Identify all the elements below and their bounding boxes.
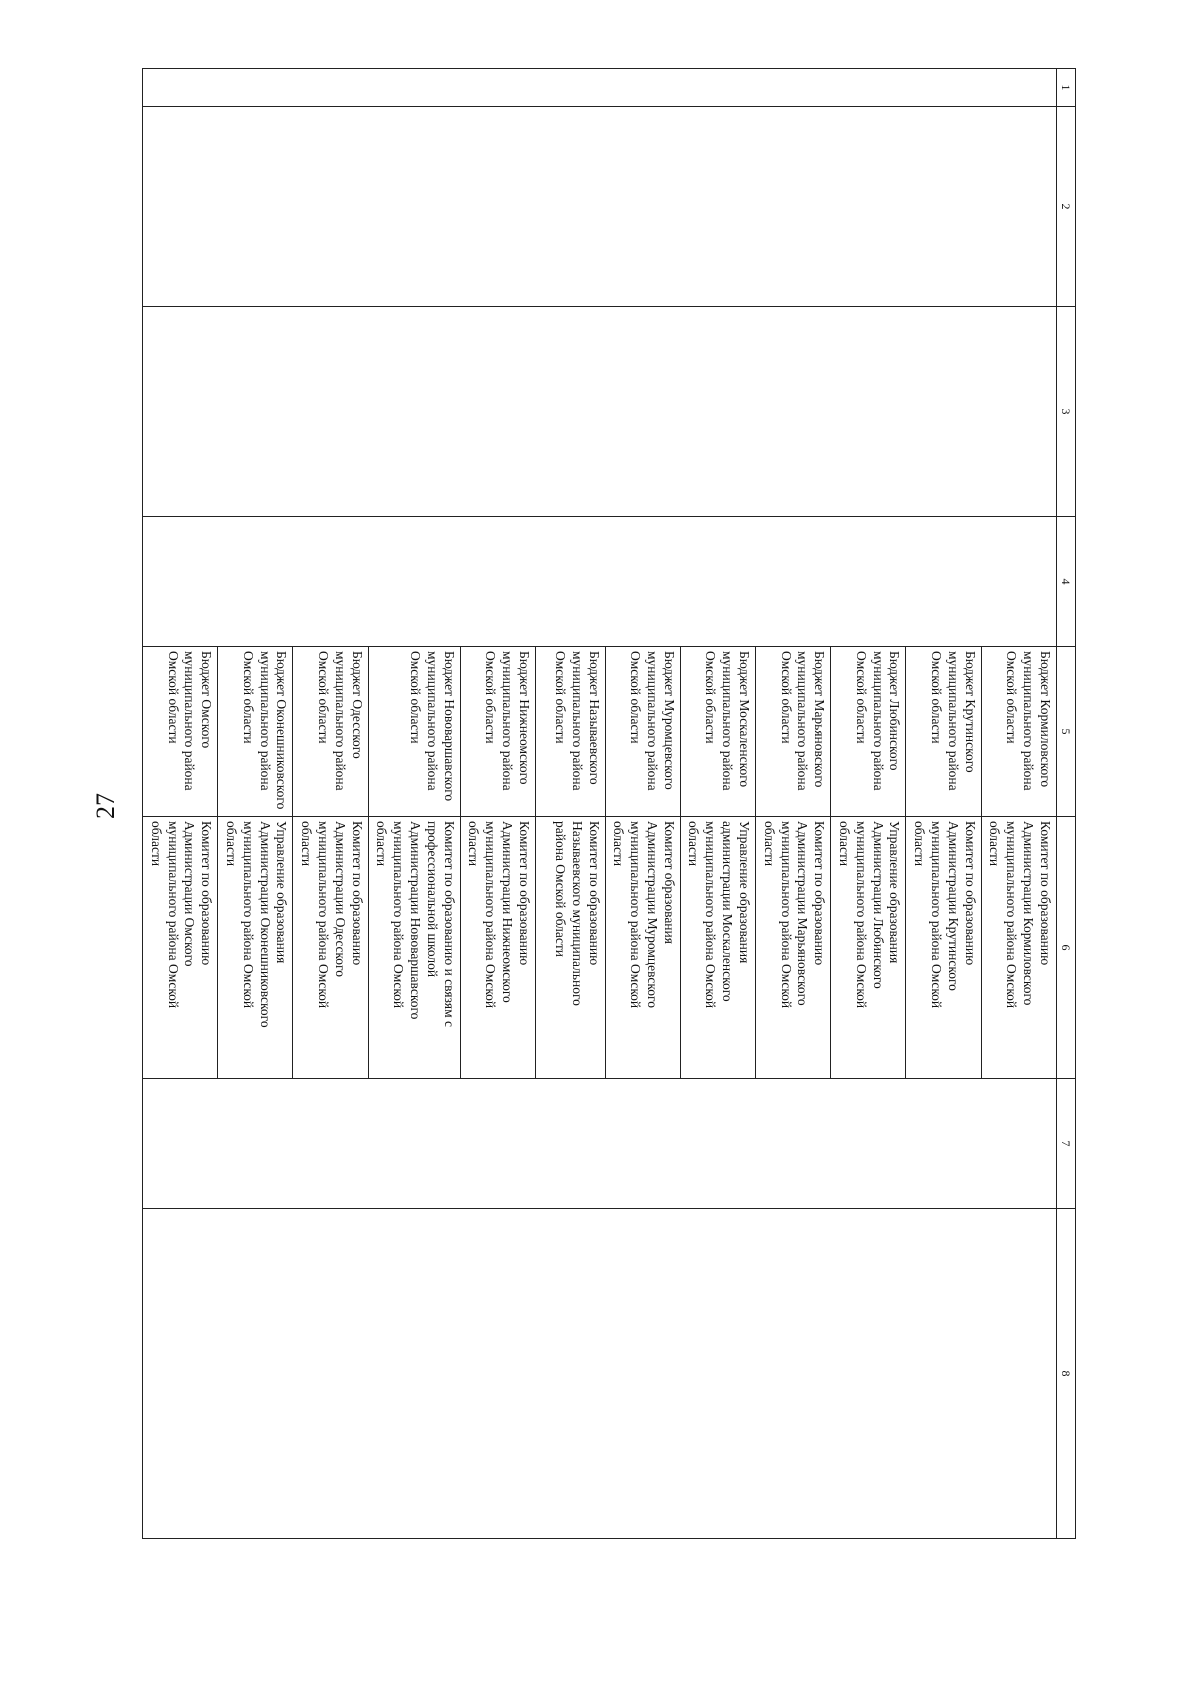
budget-cell: Бюджет Муромцевского муниципального района Омской области xyxy=(605,647,680,817)
budget-cell: Бюджет Нововаршавского муниципального района Омской области xyxy=(368,647,460,817)
rotated-table-container xyxy=(142,68,1076,1538)
column-number-3: 3 xyxy=(1056,307,1075,517)
col-1-cell xyxy=(143,69,1057,107)
column-number-5: 5 xyxy=(1056,647,1075,817)
column-number-7: 7 xyxy=(1056,1079,1075,1209)
column-number-2: 2 xyxy=(1056,107,1075,307)
administrator-cell: Управление образования администрации Москаленского муниципального района Омской области xyxy=(680,817,755,1079)
administrator-cell: Комитет по образованию Администрации Нижнеомского муниципального района Омской области xyxy=(460,817,535,1079)
column-number-6: 6 xyxy=(1056,817,1075,1079)
page-number: 27 xyxy=(91,793,120,819)
col-4-cell xyxy=(143,517,1057,647)
budget-administrators-table xyxy=(142,68,1076,1539)
administrator-cell: Комитет по образованию Администрации Кормиловского муниципального района Омской области xyxy=(981,817,1056,1079)
administrator-cell: Управление образования Администрации Оконешниковского муниципального района Омской области xyxy=(218,817,293,1079)
column-number-4: 4 xyxy=(1056,517,1075,647)
table-row xyxy=(981,69,1056,1539)
budget-cell: Бюджет Кормиловского муниципального района Омской области xyxy=(981,647,1056,817)
administrator-cell: Комитет по образованию Администрации Крутинского муниципального района Омской области xyxy=(906,817,981,1079)
column-number-1: 1 xyxy=(1056,69,1075,107)
column-number-8: 8 xyxy=(1056,1209,1075,1539)
budget-cell: Бюджет Любинского муниципального района Омской области xyxy=(831,647,906,817)
administrator-cell: Комитет по образованию Администрации Омского муниципального района Омской области xyxy=(143,817,218,1079)
budget-cell: Бюджет Нижнеомского муниципального района Омской области xyxy=(460,647,535,817)
administrator-cell: Управление образования Администрации Любинского муниципального района Омской области xyxy=(831,817,906,1079)
budget-cell: Бюджет Крутинского муниципального района Омской области xyxy=(906,647,981,817)
budget-cell: Бюджет Называевского муниципального района Омской области xyxy=(536,647,606,817)
column-number-row xyxy=(1056,69,1075,1539)
col-8-cell xyxy=(143,1209,1057,1539)
col-2-cell xyxy=(143,107,1057,307)
budget-cell: Бюджет Омского муниципального района Омской области xyxy=(143,647,218,817)
budget-cell: Бюджет Москаленского муниципального района Омской области xyxy=(680,647,755,817)
col-7-cell xyxy=(143,1079,1057,1209)
administrator-cell: Комитет образования Администрации Муромцевского муниципального района Омской области xyxy=(605,817,680,1079)
budget-cell: Бюджет Одесского муниципального района Омской области xyxy=(293,647,368,817)
administrator-cell: Комитет по образованию Администрации Одесского муниципального района Омской области xyxy=(293,817,368,1079)
administrator-cell: Комитет по образованию Называевского муниципального района Омской области xyxy=(536,817,606,1079)
administrator-cell: Комитет по образованию Администрации Марьяновского муниципального района Омской области xyxy=(756,817,831,1079)
budget-cell: Бюджет Оконешниковского муниципального района Омской области xyxy=(218,647,293,817)
administrator-cell: Комитет по образованию и связям с профессиональной школой Администрации Нововаршавского муниципального района Омской области xyxy=(368,817,460,1079)
budget-cell: Бюджет Марьяновского муниципального района Омской области xyxy=(756,647,831,817)
col-3-cell xyxy=(143,307,1057,517)
